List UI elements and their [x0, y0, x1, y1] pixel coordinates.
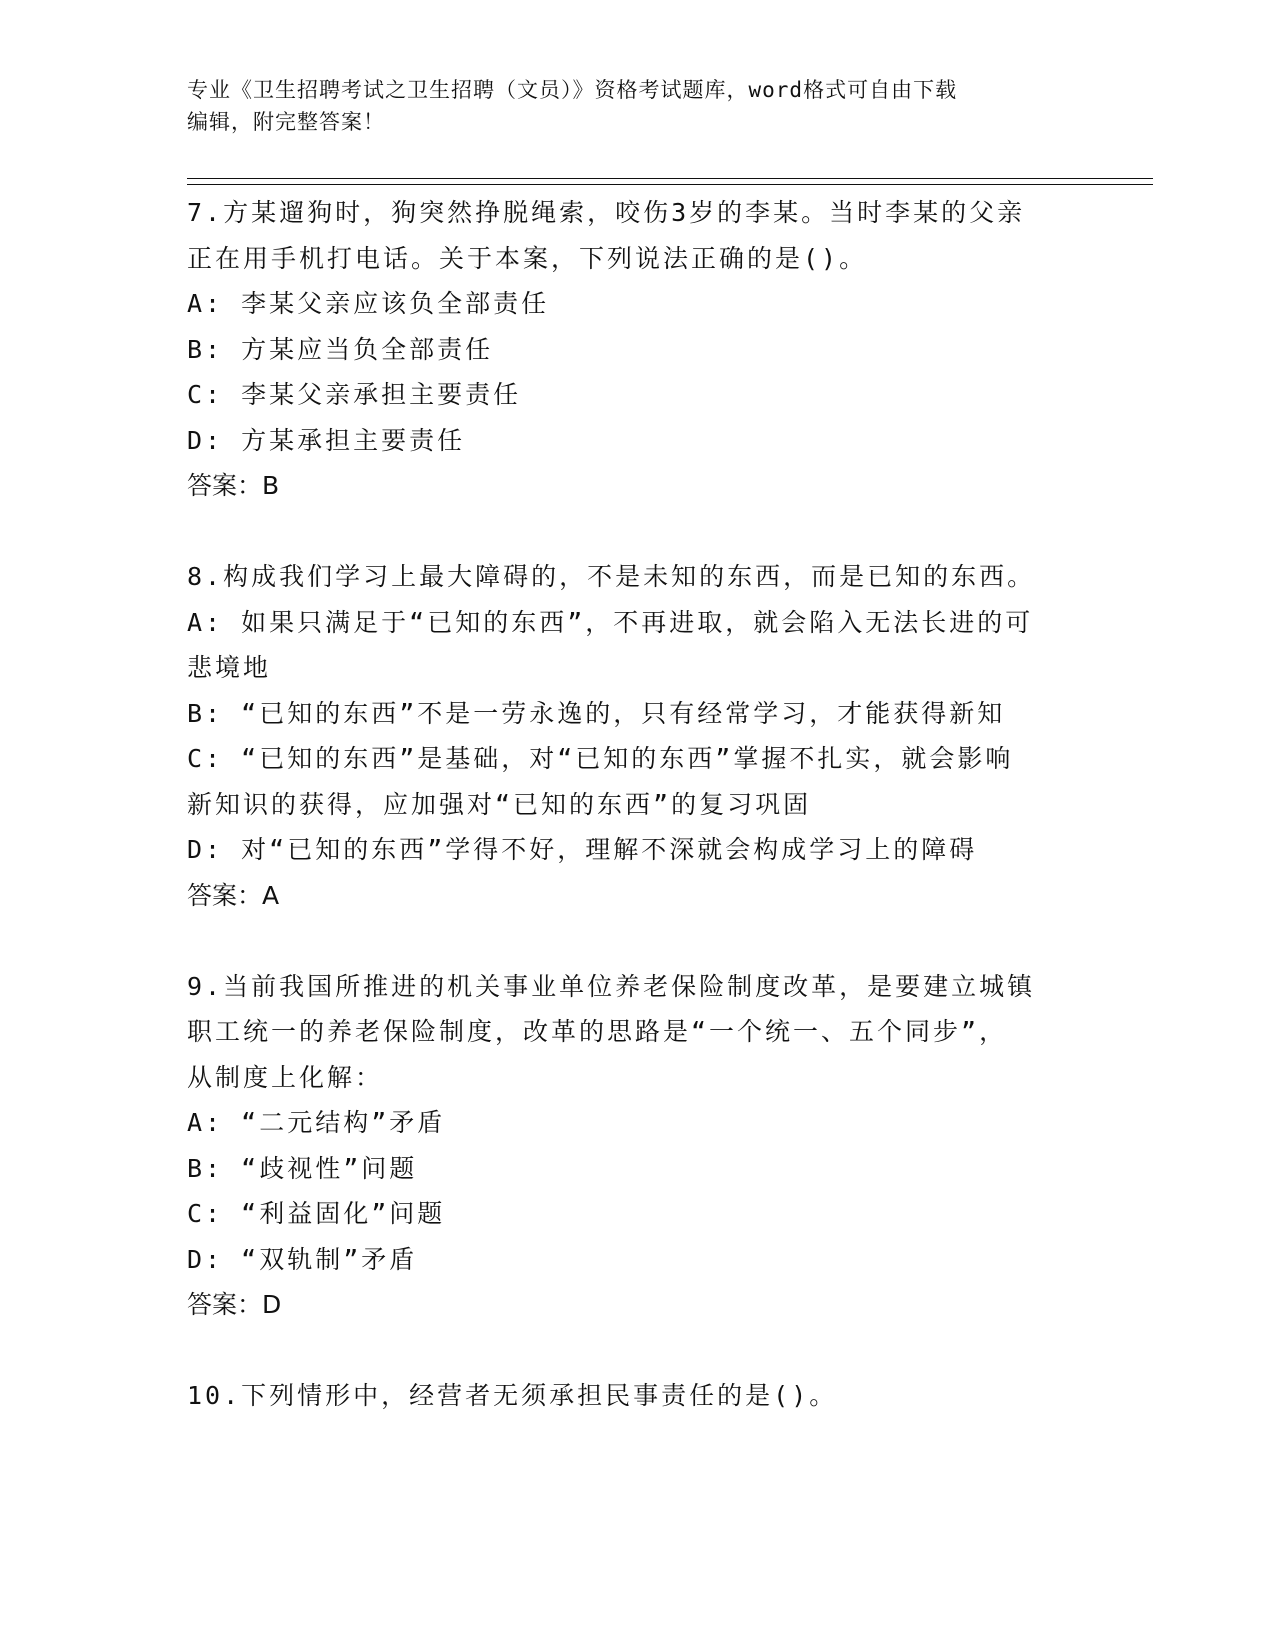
- header-divider-bottom: [187, 184, 1153, 185]
- option-line: C: 李某父亲承担主要责任: [187, 380, 522, 409]
- option-line: A: “二元结构”矛盾: [187, 1108, 446, 1137]
- question-block: [187, 554, 1087, 918]
- question-stem-line: 8.构成我们学习上最大障碍的，不是未知的东西，而是已知的东西。: [187, 562, 1036, 591]
- question-stem-line: 10.下列情形中，经营者无须承担民事责任的是()。: [187, 1381, 838, 1410]
- option-line: 新知识的获得，应加强对“已知的东西”的复习巩固: [187, 789, 812, 819]
- option-line: A: 如果只满足于“已知的东西”，不再进取，就会陷入无法长进的可: [187, 607, 1034, 637]
- question-stem-line: 7.方某遛狗时，狗突然挣脱绳索，咬伤3岁的李某。当时李某的父亲: [187, 198, 1026, 227]
- header-divider-top: [187, 178, 1153, 179]
- question-stem-line: 从制度上化解：: [187, 1062, 384, 1092]
- option-line: B: “已知的东西”不是一劳永逸的，只有经常学习，才能获得新知: [187, 698, 1006, 728]
- option-line: D: “双轨制”矛盾: [187, 1244, 418, 1274]
- question-stem-line: 职工统一的养老保险制度，改革的思路是“一个统一、五个同步”，: [187, 1017, 1008, 1046]
- question-stem-line: 9.当前我国所推进的机关事业单位养老保险制度改革，是要建立城镇: [187, 971, 1036, 1001]
- question-block: [187, 964, 1087, 1328]
- option-line: A: 李某父亲应该负全部责任: [187, 289, 550, 318]
- option-line: C: “利益固化”问题: [187, 1199, 446, 1228]
- option-line: B: “歧视性”问题: [187, 1153, 418, 1183]
- question-block: [187, 1373, 1087, 1419]
- option-line: D: 对“已知的东西”学得不好，理解不深就会构成学习上的障碍: [187, 835, 978, 864]
- option-line: D: 方某承担主要责任: [187, 425, 466, 455]
- header-line-2: 编辑，附完整答案！: [187, 110, 385, 134]
- question-stem-line: 正在用手机打电话。关于本案，下列说法正确的是()。: [187, 243, 868, 273]
- answer-line: 答案：A: [187, 880, 280, 910]
- header-line-1: 专业《卫生招聘考试之卫生招聘（文员）》资格考试题库，word格式可自由下载: [187, 78, 958, 102]
- option-line: C: “已知的东西”是基础，对“已知的东西”掌握不扎实，就会影响: [187, 744, 1014, 773]
- answer-line: 答案：B: [187, 471, 280, 500]
- option-line: 悲境地: [187, 653, 272, 682]
- document-header: [187, 74, 1067, 138]
- answer-line: 答案：D: [187, 1290, 282, 1319]
- question-block: [187, 190, 1087, 509]
- question-list: [187, 190, 1087, 1419]
- option-line: B: 方某应当负全部责任: [187, 334, 494, 364]
